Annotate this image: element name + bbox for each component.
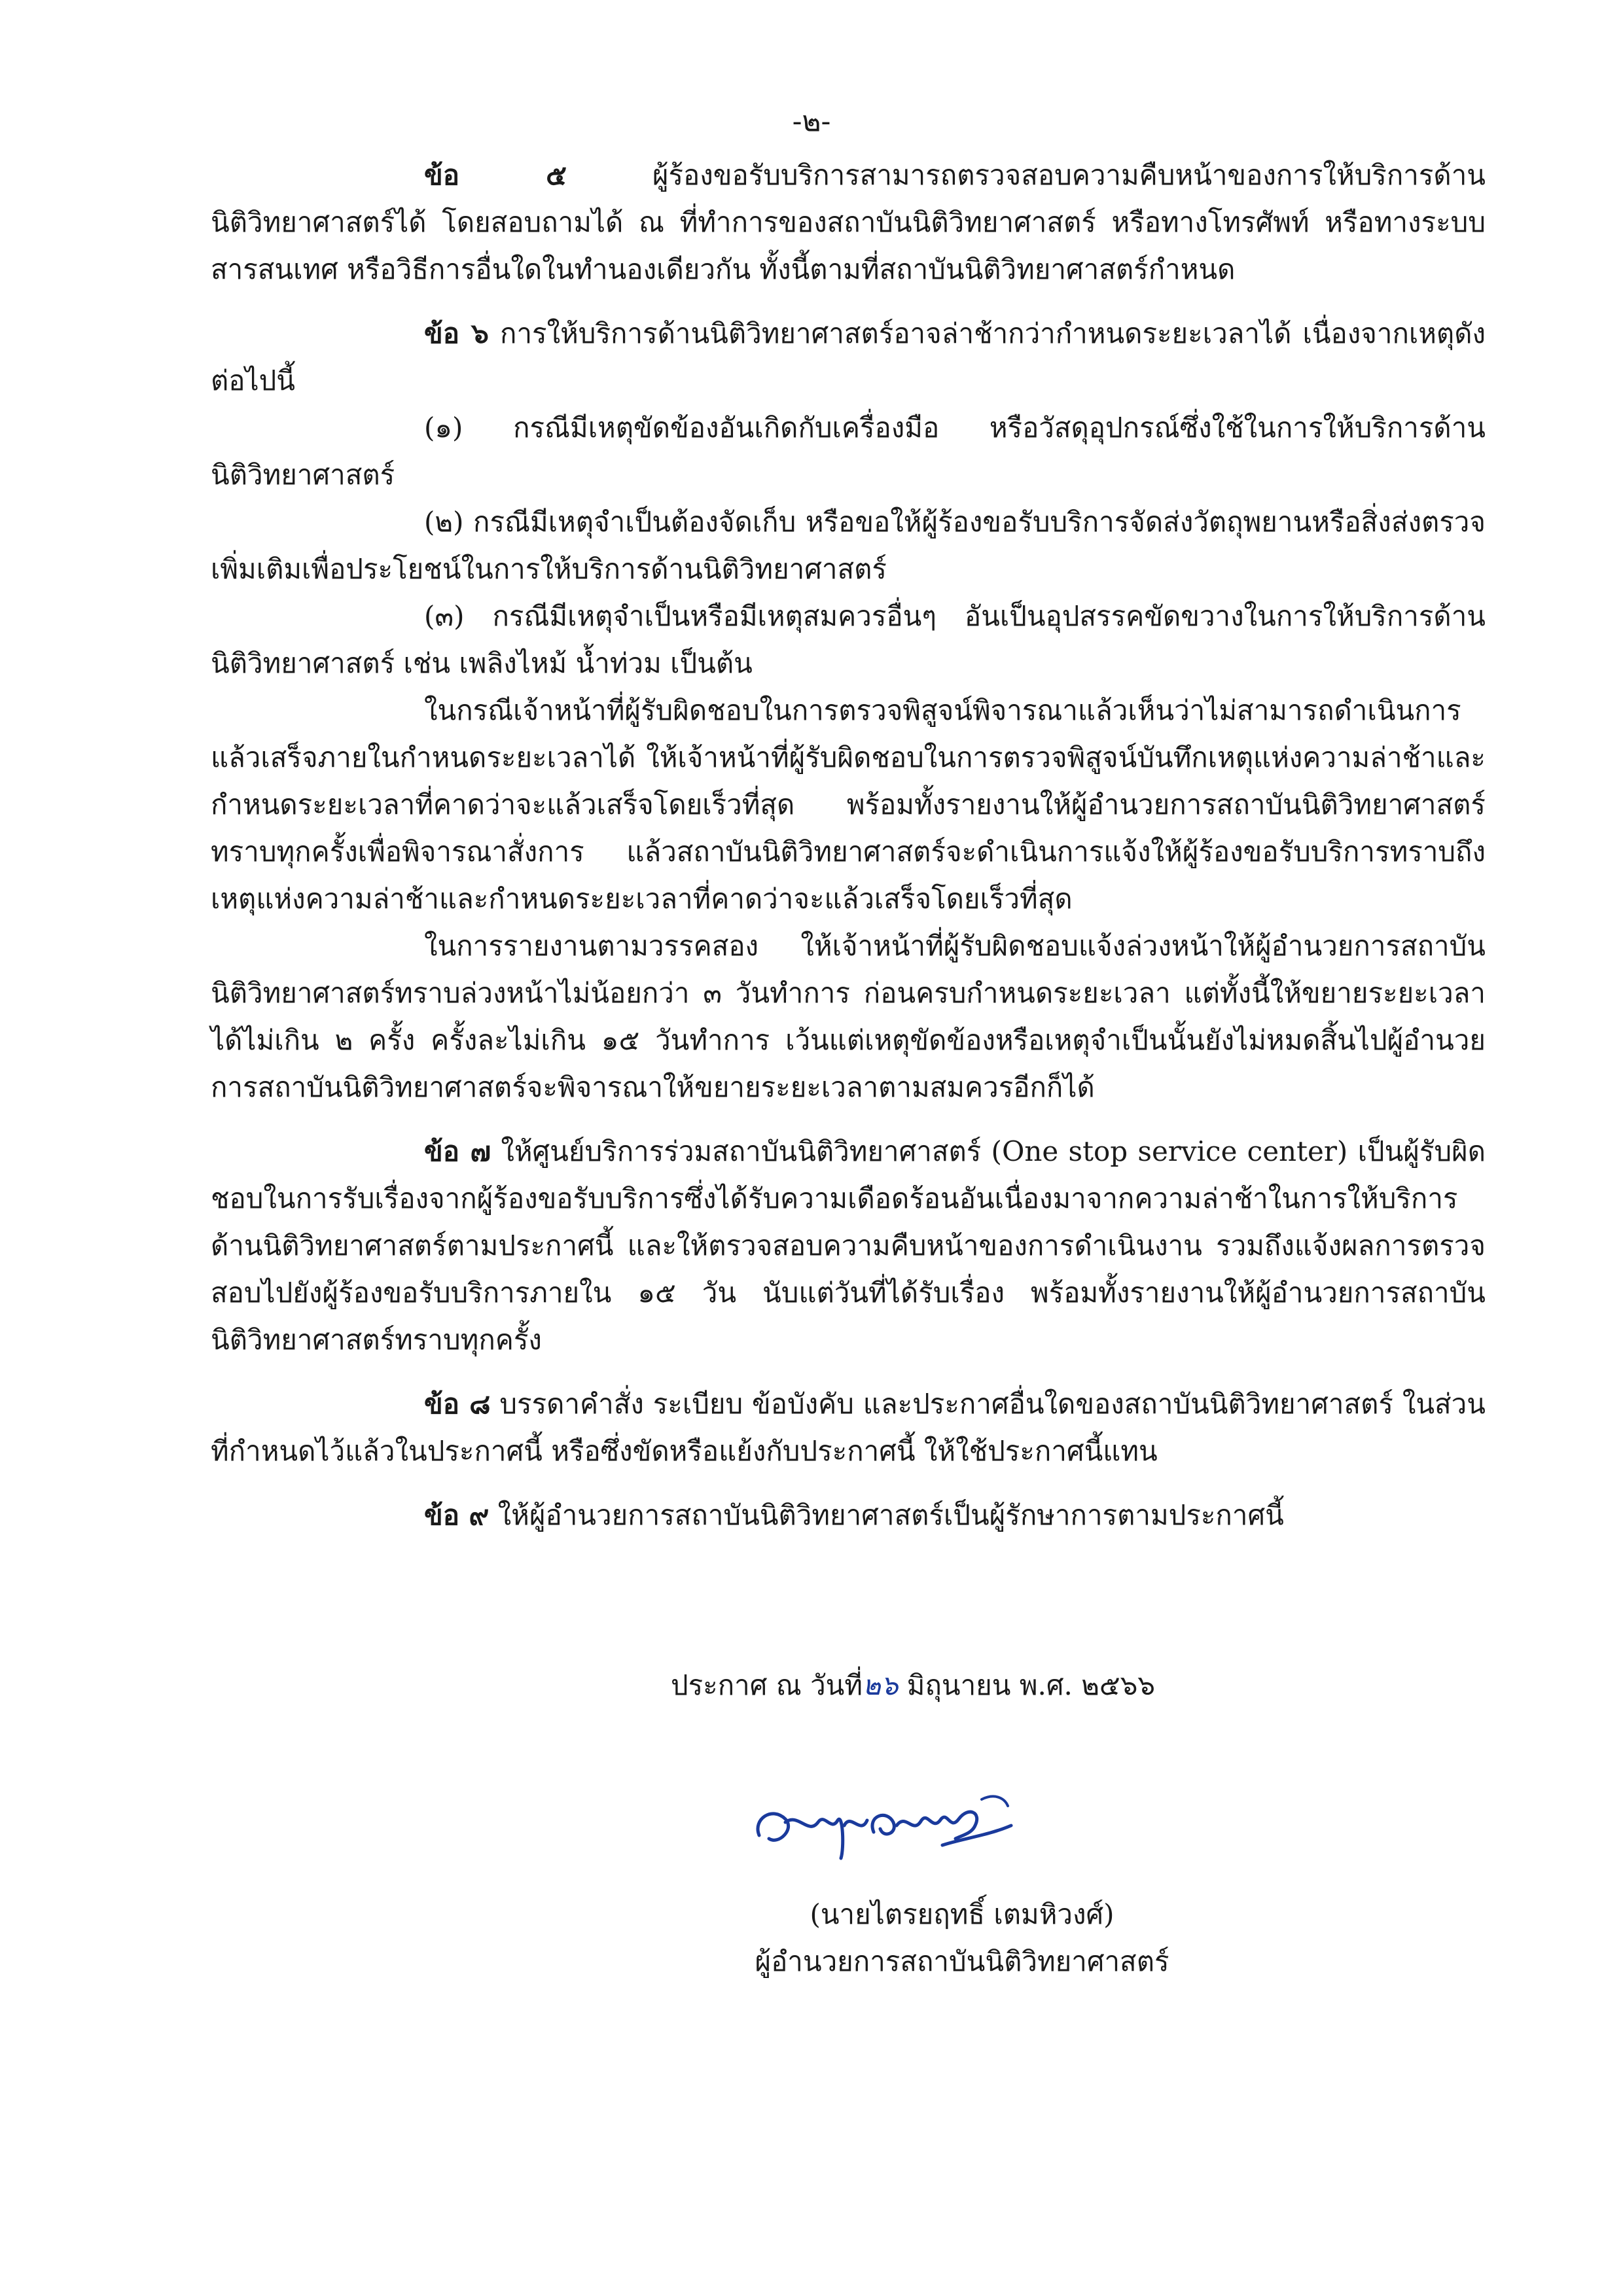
clause-label: ข้อ ๘: [424, 1388, 491, 1420]
sub-item-2: (๒) กรณีมีเหตุจำเป็นต้องจัดเก็บ หรือขอให้ผู้ร้องขอรับบริการจัดส่งวัตถุพยานหรือสิ่งส่งตรวจเพิ่มเติมเพื่อประโยชน์ในการให้บริการด้านนิติวิทยาศาสตร์: [211, 506, 1486, 585]
sub-item-1: (๑) กรณีมีเหตุขัดข้องอันเกิดกับเครื่องมือ หรือวัสดุอุปกรณ์ซึ่งใช้ในการให้บริการด้านนิติวิทยาศาสตร์: [211, 412, 1486, 491]
clause-text: ให้ผู้อำนวยการสถาบันนิติวิทยาศาสตร์เป็นผู้รักษาการตามประกาศนี้: [489, 1499, 1284, 1531]
signer-name: (นายไตรยฤทธิ์ เตมหิวงศ์): [810, 1898, 1115, 1930]
clause-7: [211, 1128, 1486, 1364]
date-day-handwritten: ๒๖: [863, 1669, 899, 1701]
paragraph-extension: ในการรายงานตามวรรคสอง ให้เจ้าหน้าที่ผู้รับผิดชอบแจ้งล่วงหน้าให้ผู้อำนวยการสถาบันนิติวิทยาศาสตร์ทราบล่วงหน้าไม่น้อยกว่า ๓ วันทำการ ก่อนครบกำหนดระยะเวลา แต่ทั้งนี้ให้ขยายระยะเวลาได้ไม่เกิน ๒ ครั้ง ครั้งละไม่เกิน ๑๕ วันทำการ เว้นแต่เหตุขัดข้องหรือเหตุจำเป็นนั้นยังไม่หมดสิ้นไปผู้อำนวยการสถาบันนิติวิทยาศาสตร์จะพิจารณาให้ขยายระยะเวลาตามสมควรอีกก็ได้: [211, 930, 1486, 1103]
clause-label: ข้อ ๙: [424, 1499, 490, 1531]
clause-text: ให้ศูนย์บริการร่วมสถาบันนิติวิทยาศาสตร์ (One stop service center) เป็นผู้รับผิดชอบในการรับเรื่องจากผู้ร้องขอรับบริการซึ่งได้รับความเดือดร้อนอันเนื่องมาจากความล่าช้าในการให้บริการด้านนิติวิทยาศาสตร์ตามประกาศนี้ และให้ตรวจสอบความคืบหน้าของการดำเนินงาน รวมถึงแจ้งผลการตรวจสอบไปยังผู้ร้องขอรับบริการภายใน ๑๕ วัน นับแต่วันที่ได้รับเรื่อง พร้อมทั้งรายงานให้ผู้อำนวยการสถาบันนิติวิทยาศาสตร์ทราบทุกครั้ง: [211, 1135, 1486, 1356]
page-number: -๒-: [792, 105, 831, 138]
signer-title: ผู้อำนวยการสถาบันนิติวิทยาศาสตร์: [755, 1945, 1169, 1977]
sub-item-3: (๓) กรณีมีเหตุจำเป็นหรือมีเหตุสมควรอื่นๆ อันเป็นอุปสรรคขัดขวางในการให้บริการด้านนิติวิทยาศาสตร์ เช่น เพลิงไหม้ น้ำท่วม เป็นต้น: [211, 600, 1486, 679]
date-prefix: ประกาศ ณ วันที่: [670, 1669, 863, 1701]
clause-label: ข้อ ๕: [424, 159, 567, 191]
handwritten-signature: [746, 1773, 1021, 1871]
paragraph-delay-report: ในกรณีเจ้าหน้าที่ผู้รับผิดชอบในการตรวจพิสูจน์พิจารณาแล้วเห็นว่าไม่สามารถดำเนินการแล้วเสร็จภายในกำหนดระยะเวลาได้ ให้เจ้าหน้าที่ผู้รับผิดชอบในการตรวจพิสูจน์บันทึกเหตุแห่งความล่าช้าและกำหนดระยะเวลาที่คาดว่าจะแล้วเสร็จโดยเร็วที่สุด พร้อมทั้งรายงานให้ผู้อำนวยการสถาบันนิติวิทยาศาสตร์ทราบทุกครั้งเพื่อพิจารณาสั่งการ แล้วสถาบันนิติวิทยาศาสตร์จะดำเนินการแจ้งให้ผู้ร้องขอรับบริการทราบถึงเหตุแห่งความล่าช้าและกำหนดระยะเวลาที่คาดว่าจะแล้วเสร็จโดยเร็วที่สุด: [211, 694, 1486, 915]
clause-text: ผู้ร้องขอรับบริการสามารถตรวจสอบความคืบหน้าของการให้บริการด้านนิติวิทยาศาสตร์ได้ โดยสอบถามได้ ณ ที่ทำการของสถาบันนิติวิทยาศาสตร์ หรือทางโทรศัพท์ หรือทางระบบสารสนเทศ หรือวิธีการอื่นใดในทำนองเดียวกัน ทั้งนี้ตามที่สถาบันนิติวิทยาศาสตร์กำหนด: [211, 159, 1486, 285]
clause-6: [211, 310, 1486, 404]
clause-label: ข้อ ๗: [424, 1135, 491, 1167]
clause-label: ข้อ ๖: [424, 317, 489, 349]
clause-9: [211, 1492, 1486, 1539]
clause-5: [211, 152, 1486, 293]
clause-8: [211, 1381, 1486, 1475]
clause-text: บรรดาคำสั่ง ระเบียบ ข้อบังคับ และประกาศอื่นใดของสถาบันนิติวิทยาศาสตร์ ในส่วนที่กำหนดไว้แล้วในประกาศนี้ หรือซึ่งขัดหรือแย้งกับประกาศนี้ ให้ใช้ประกาศนี้แทน: [211, 1388, 1486, 1467]
announcement-date: [101, 1662, 1623, 1709]
date-suffix: มิถุนายน พ.ศ. ๒๕๖๖: [898, 1669, 1156, 1701]
document-body: [211, 152, 1486, 1539]
clause-text: การให้บริการด้านนิติวิทยาศาสตร์อาจล่าช้ากว่ากำหนดระยะเวลาได้ เนื่องจากเหตุดังต่อไปนี้: [211, 317, 1486, 397]
